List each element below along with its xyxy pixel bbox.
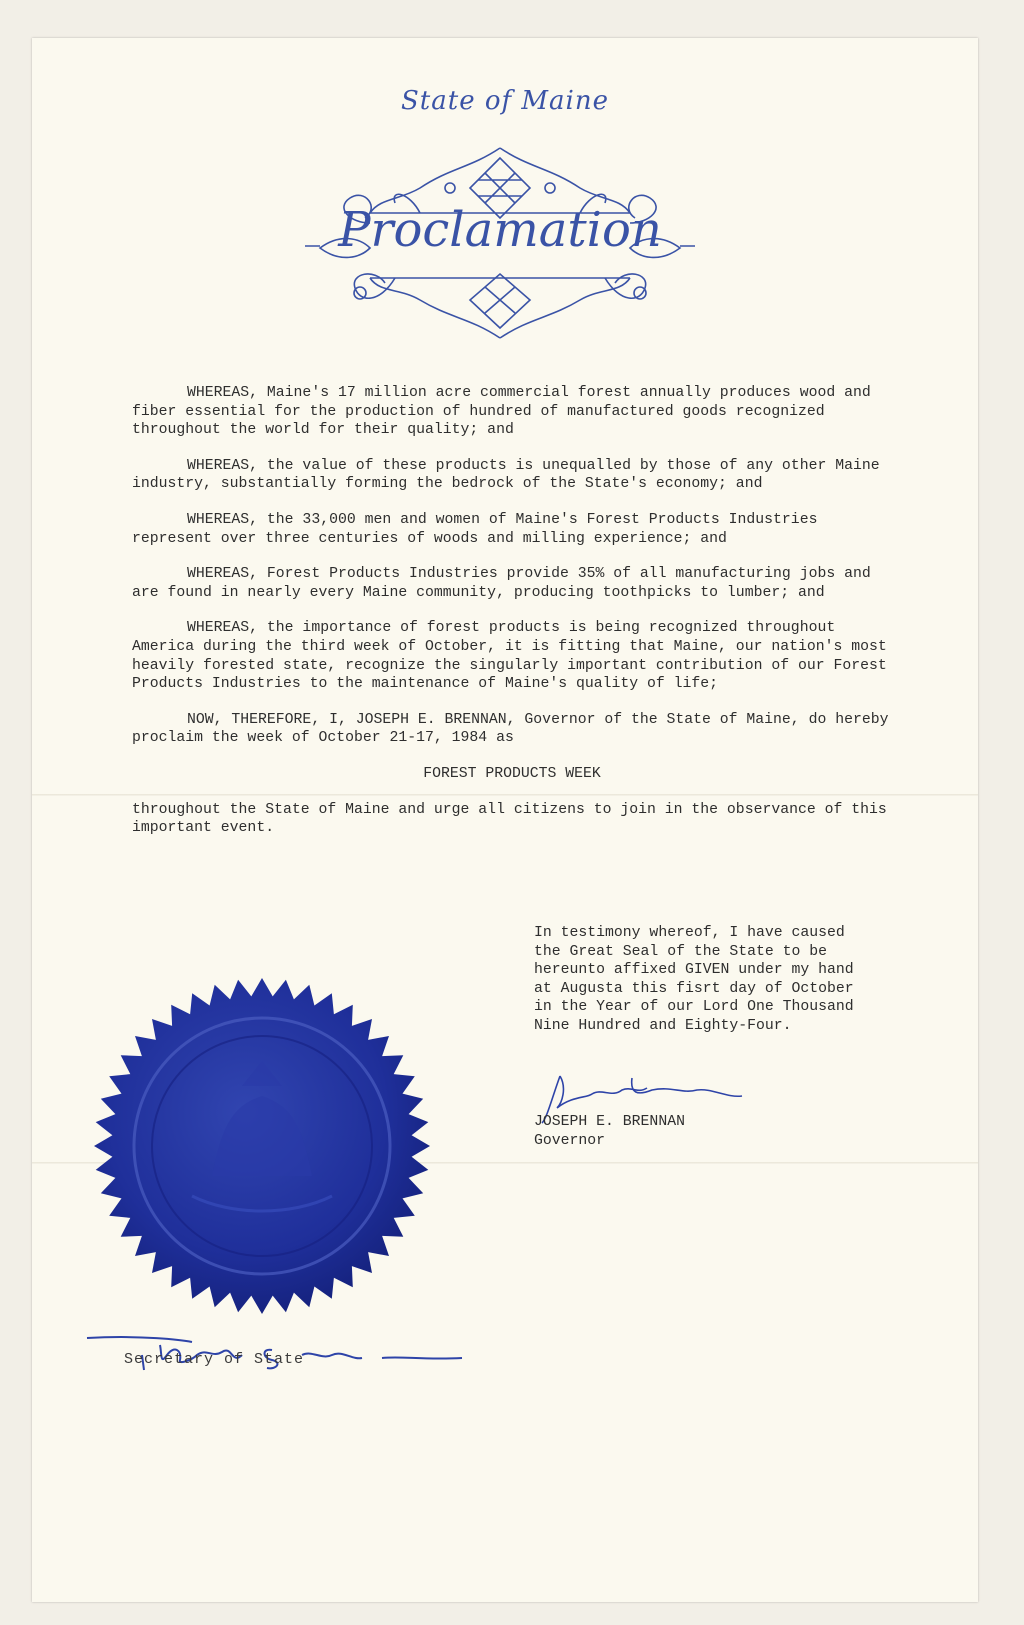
great-seal xyxy=(92,976,432,1316)
whereas-paragraph-2: WHEREAS, the value of these products is unequalled by those of any other Maine industry, substantially forming the bedrock of the State's economy; and xyxy=(132,457,880,493)
governor-name-block xyxy=(534,1113,854,1150)
whereas-paragraph-5: WHEREAS, the importance of forest products is being recognized throughout America during the third week of October, it is fitting that Maine, our nation's most heavily forested state, recognize the singularly important contribution of our Forest Products Industries to the maintenance of Maine's quality of life; xyxy=(132,620,887,693)
proclamation-body xyxy=(132,384,892,855)
closing-paragraph: throughout the State of Maine and urge all citizens to join in the observance of this important event. xyxy=(132,801,887,837)
therefore-paragraph: NOW, THEREFORE, I, JOSEPH E. BRENNAN, Governor of the State of Maine, do hereby proclaim the week of October 21-17, 1984 as xyxy=(132,711,889,747)
governor-title: Governor xyxy=(534,1132,606,1149)
secretary-signature xyxy=(82,1330,482,1410)
testimony-block: In testimony whereof, I have caused the Great Seal of the State to be hereunto affixed GIVEN under my hand at Augusta this fisrt day of October in the Year of our Lord One Thousand Nine Hundred and Eighty-Four. xyxy=(534,925,854,1034)
state-header: State of Maine xyxy=(401,86,609,116)
proclamation-document xyxy=(32,38,978,1602)
proclamation-title: Proclamation xyxy=(338,202,662,258)
governor-name: JOSEPH E. BRENNAN xyxy=(534,1114,685,1130)
whereas-paragraph-1: WHEREAS, Maine's 17 million acre commercial forest annually produces wood and fiber essential for the production of hundred of manufactured goods recognized throughout the world for their quality; and xyxy=(132,385,871,439)
whereas-paragraph-3: WHEREAS, the 33,000 men and women of Maine's Forest Products Industries represent over three centuries of woods and milling experience; and xyxy=(132,511,818,547)
secretary-title: Secretary of State xyxy=(124,1351,305,1368)
whereas-paragraph-4: WHEREAS, Forest Products Industries provide 35% of all manufacturing jobs and are found in nearly every Maine community, producing toothpicks to lumber; and xyxy=(132,566,871,601)
proclaimed-week: FOREST PRODUCTS WEEK xyxy=(423,765,601,782)
